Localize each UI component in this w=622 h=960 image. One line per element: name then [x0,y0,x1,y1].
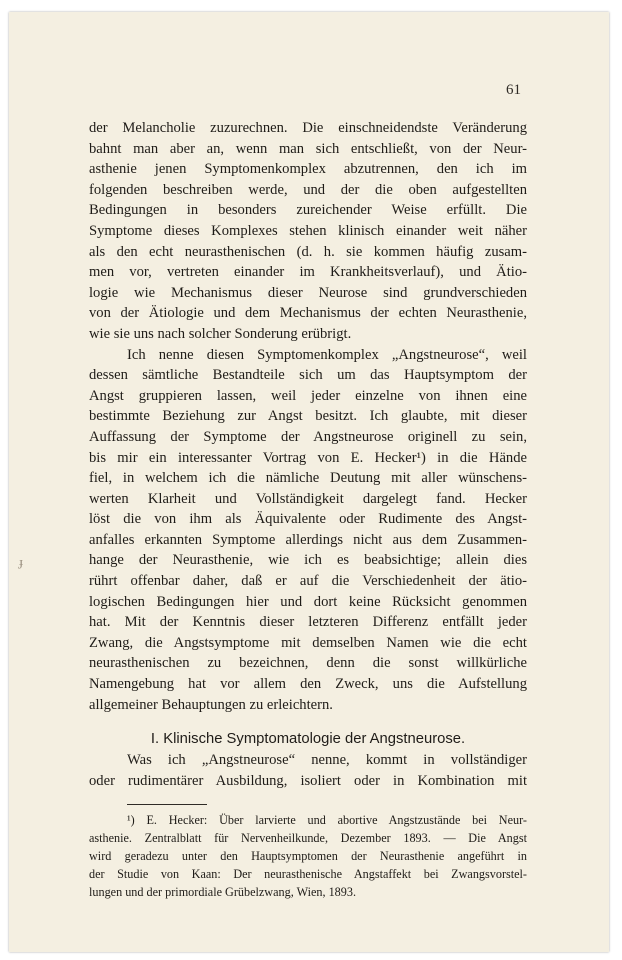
footnote-line: ¹) E. Hecker: Über larvierte und abortive Angstzustände bei Neur- [127,813,527,828]
text-line: als den echt neurasthenischen (d. h. sie kommen häufig zusam- [89,243,527,260]
book-page [9,12,609,952]
text-line: werten Klarheit und Vollständigkeit dargelegt fand. Hecker [89,490,527,507]
text-line: asthenie jenen Symptomenkomplex abzutrennen, den ich im [89,161,527,178]
footnote-line: asthenie. Zentralblatt für Nervenheilkunde, Dezember 1893. — Die Angst [89,831,527,846]
text-line: Zwang, die Angstsymptome mit demselben Namen wie die echt [89,634,527,651]
page-text [89,118,527,901]
margin-mark: ɟ [19,554,24,569]
text-line: Was ich „Angstneurose“ nenne, kommt in vollständiger [127,752,527,769]
text-line: bis mir ein interessanter Vortrag von E. Hecker¹) in die Hände [89,449,527,466]
text-line: oder rudimentärer Ausbildung, isoliert oder in Kombination mit [89,772,527,789]
footnote [89,811,527,901]
text-line: folgenden beschreiben werde, und der die oben aufgestellten [89,181,527,198]
text-line: hat. Mit der Kenntnis dieser letzteren Differenz entfällt jeder [89,614,527,631]
text-line: bahnt man aber an, wenn man sich entschließt, von der Neur- [89,140,527,157]
footnote-divider [127,804,207,805]
text-line: von der Ätiologie und dem Mechanismus der echten Neurasthenie, [89,305,527,322]
footnote-line: lungen und der primordiale Grübelzwang, Wien, 1893. [89,885,356,900]
section-heading: I. Klinische Symptomatologie der Angstneurose. [150,731,466,748]
footnote-line: der Studie von Kaan: Der neurasthenische Angstaffekt bei Zwangsvorstel- [89,867,527,882]
text-line: löst die von ihm als Äquivalente oder Rudimente des Angst- [89,511,527,528]
text-line: wie sie uns nach solcher Sonderung erübrigt. [89,325,352,342]
text-line: logie wie Mechanismus dieser Neurose sind grundverschieden [89,284,527,301]
text-line: fiel, in welchem ich die nämliche Deutung mit aller wünschens- [89,470,527,487]
text-line: bestimmte Beziehung zur Angst besitzt. Ich glaubte, mit dieser [89,408,527,425]
text-line: Symptome dieses Komplexes stehen klinisch einander weit näher [89,222,527,239]
text-line: hange der Neurasthenie, wie ich es beabsichtige; allein dies [89,552,527,569]
text-line: Bedingungen in besonders zureichender Weise erfüllt. Die [89,202,527,219]
text-line: allgemeiner Behauptungen zu erleichtern. [89,696,333,713]
text-line: der Melancholie zuzurechnen. Die einschneidendste Veränderung [89,120,527,136]
text-line: Angst gruppieren lassen, weil jeder einzelne von ihnen eine [89,387,527,404]
page-number: 61 [506,82,521,98]
text-line: logischen Bedingungen hier und dort keine Rücksicht genommen [89,593,527,610]
text-line: anfalles erkannten Symptome allerdings nicht aus dem Zusammen- [89,531,527,548]
text-line: men vor, vertreten einander im Krankheitsverlauf), und Ätio- [89,264,527,281]
footnote-line: wird geradezu unter den Hauptsymptomen der Neurasthenie angeführt in [89,849,527,864]
text-line: Ich nenne diesen Symptomenkomplex „Angstneurose“, weil [127,346,527,363]
text-line: rührt offenbar daher, daß er auf die Verschiedenheit der ätio- [89,573,527,590]
text-line: neurasthenischen zu bezeichnen, denn die sonst willkürliche [89,655,527,672]
text-line: Auffassung der Symptome der Angstneurose originell zu sein, [89,428,527,445]
text-line: dessen sämtliche Bestandteile sich um das Hauptsymptom der [89,367,527,384]
text-line: Namengebung hat vor allem den Zweck, uns die Aufstellung [89,676,527,693]
